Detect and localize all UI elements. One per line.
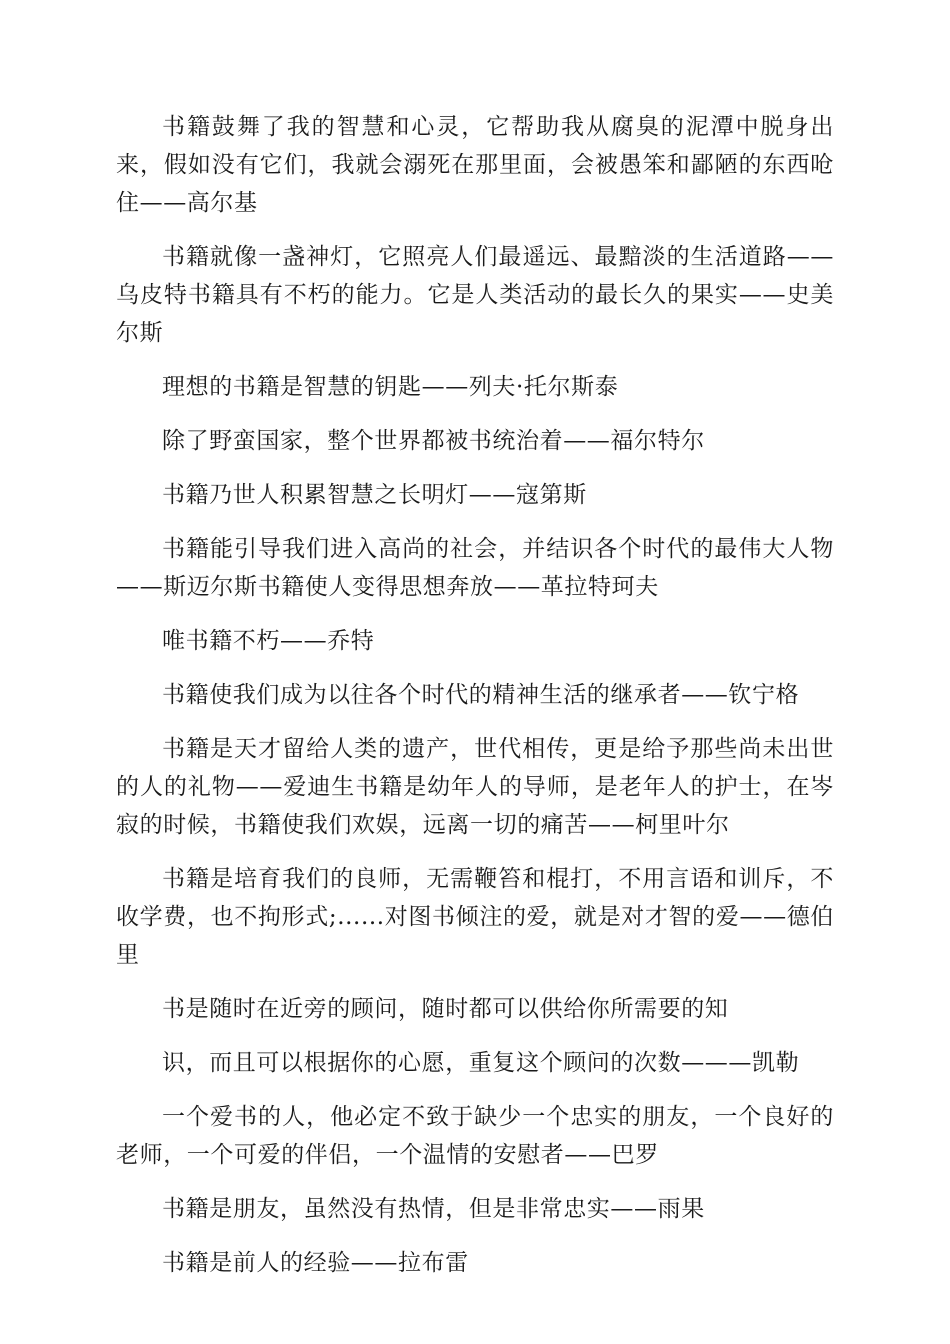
quote-paragraph-15: 书籍是前人的经验——拉布雷 xyxy=(162,1250,469,1276)
document-body xyxy=(116,108,834,1298)
quote-paragraph-13: 一个爱书的人，他必定不致于缺少一个忠实的朋友，一个良好的老师，一个可爱的伴侣，一个温情的安慰者——巴罗 xyxy=(116,1104,834,1168)
quote-paragraph-3: 理想的书籍是智慧的钥匙——列夫·托尔斯泰 xyxy=(162,374,619,400)
quote-paragraph-12: 识，而且可以根据你的心愿，重复这个顾问的次数———凯勒 xyxy=(162,1050,800,1076)
quote-paragraph-2: 书籍就像一盏神灯，它照亮人们最遥远、最黯淡的生活道路——乌皮特书籍具有不朽的能力。它是人类活动的最长久的果实——史美尔斯 xyxy=(116,244,834,346)
quote-paragraph-1: 书籍鼓舞了我的智慧和心灵，它帮助我从腐臭的泥潭中脱身出来，假如没有它们，我就会溺死在那里面，会被愚笨和鄙陋的东西呛住——高尔基 xyxy=(116,114,834,216)
quote-paragraph-5: 书籍乃世人积累智慧之长明灯——寇第斯 xyxy=(162,482,587,508)
quote-paragraph-11: 书是随时在近旁的顾问，随时都可以供给你所需要的知 xyxy=(162,996,729,1022)
quote-paragraph-4: 除了野蛮国家，整个世界都被书统治着——福尔特尔 xyxy=(162,428,705,454)
quote-paragraph-6: 书籍能引导我们进入高尚的社会，并结识各个时代的最伟大人物——斯迈尔斯书籍使人变得思想奔放——革拉特珂夫 xyxy=(116,536,834,600)
quote-paragraph-9: 书籍是天才留给人类的遗产，世代相传，更是给予那些尚未出世的人的礼物——爱迪生书籍是幼年人的导师，是老年人的护士，在岑寂的时候，书籍使我们欢娱，远离一切的痛苦——柯里叶尔 xyxy=(116,736,834,838)
quote-paragraph-8: 书籍使我们成为以往各个时代的精神生活的继承者——钦宁格 xyxy=(162,682,800,708)
quote-paragraph-7: 唯书籍不朽——乔特 xyxy=(162,628,375,654)
quote-paragraph-14: 书籍是朋友，虽然没有热情，但是非常忠实——雨果 xyxy=(162,1196,705,1222)
quote-paragraph-10: 书籍是培育我们的良师，无需鞭笞和棍打，不用言语和训斥，不收学费，也不拘形式;......对图书倾注的爱，就是对才智的爱——德伯里 xyxy=(116,866,834,968)
